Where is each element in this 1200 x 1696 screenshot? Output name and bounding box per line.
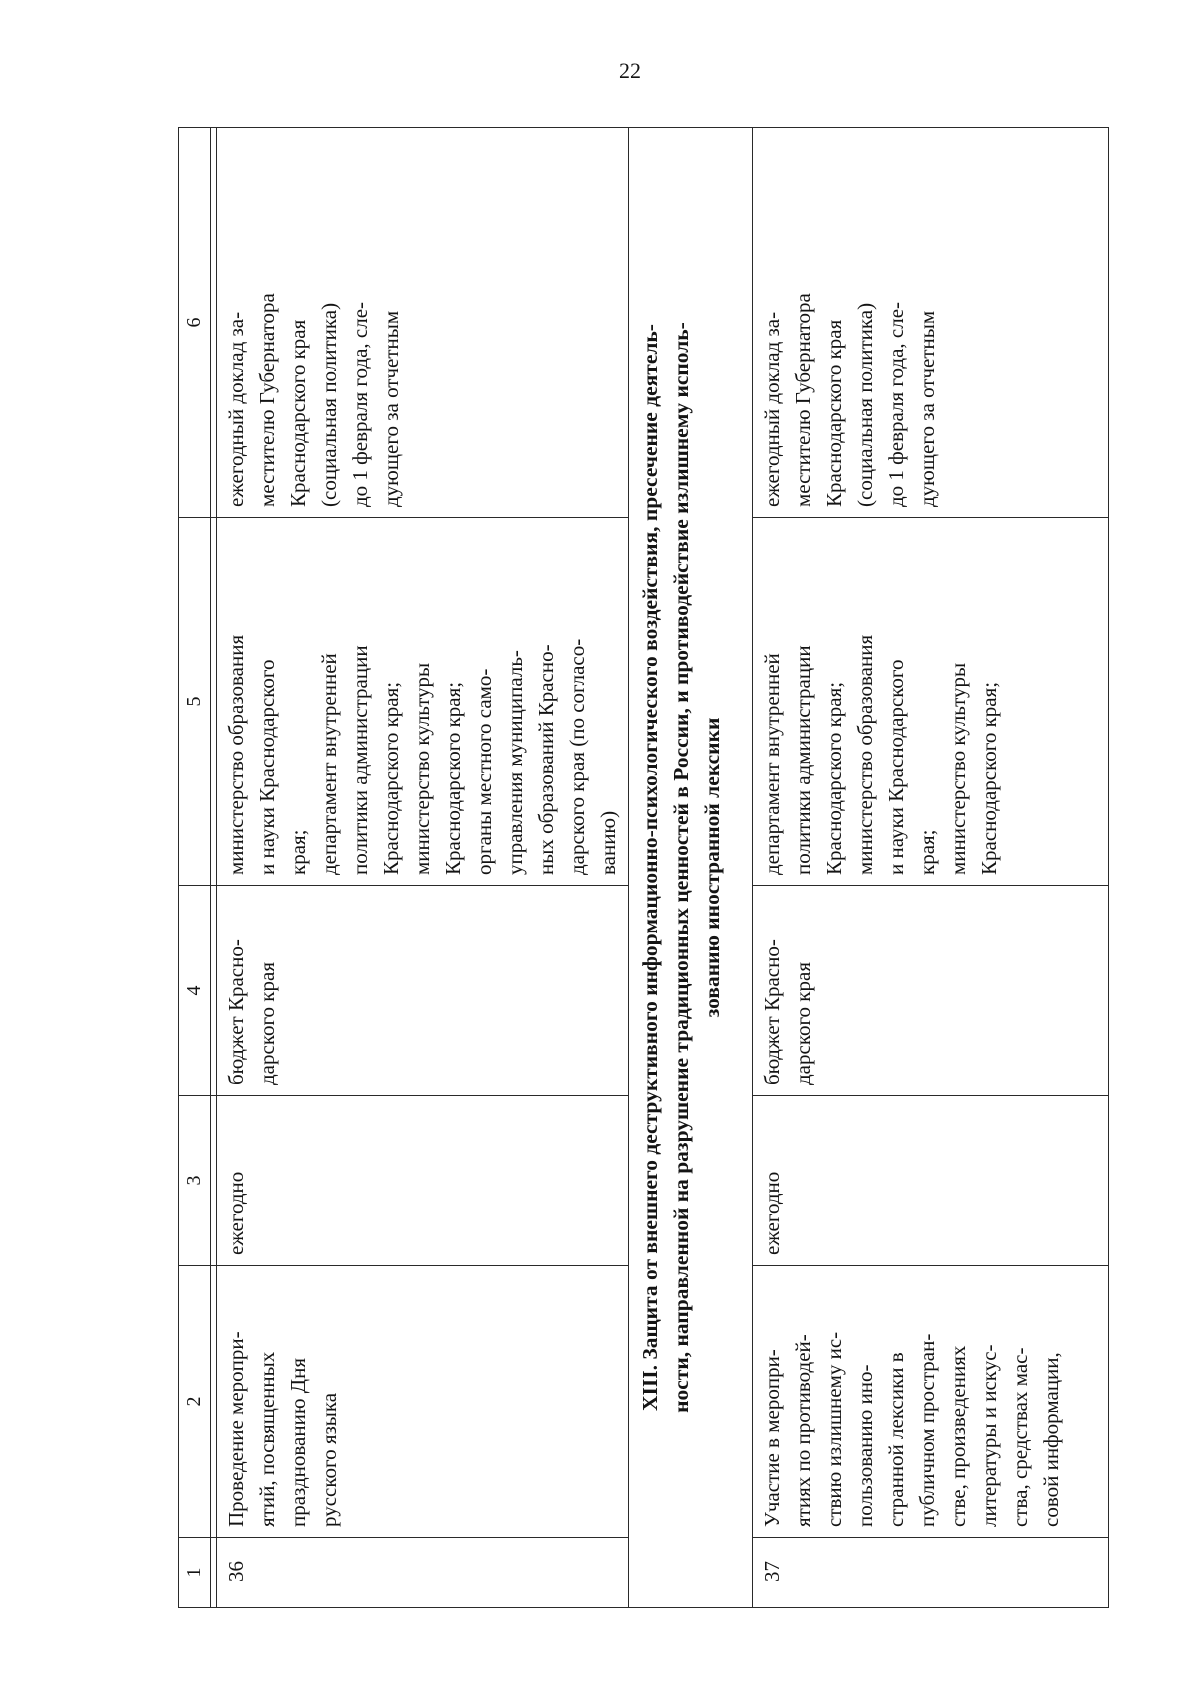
column-number-header-row [179,128,211,1608]
column-header-4: 4 [179,886,211,1096]
report-cell: ежегодный доклад за- местителю Губернатора Краснодарского края (социальная политика) до 1 февраля года, сле- дующего за отчетным [753,128,1109,518]
section-header-row [629,128,753,1608]
executors-cell: департамент внутренней политики администрации Краснодарского края; министерство образования и науки Краснодарского края; министерство культуры Краснодарского края; [753,518,1109,886]
report-cell: ежегодный доклад за- местителю Губернатора Краснодарского края (социальная политика) до 1 февраля года, сле- дующего за отчетным [217,128,629,518]
term-cell: ежегодно [217,1096,629,1266]
table-row-36 [217,128,629,1608]
funding-source-cell: бюджет Красно- дарского края [753,886,1109,1096]
action-plan-table [178,127,1109,1608]
funding-source-cell: бюджет Красно- дарского края [217,886,629,1096]
column-header-1: 1 [179,1538,211,1608]
term-cell: ежегодно [753,1096,1109,1266]
event-name-cell: Участие в меропри- ятиях по противодей- ствию излишнему ис- пользованию ино- странной лексики в публичном простран- стве, произведениях литературы и искус- ства, средствах мас- совой информации, [753,1266,1109,1538]
column-header-2: 2 [179,1266,211,1538]
column-header-5: 5 [179,518,211,886]
row-number: 37 [753,1538,1109,1608]
landscape-table-sheet [178,128,1200,1608]
event-name-cell: Проведение меропри- ятий, посвященных празднованию Дня русского языка [217,1266,629,1538]
column-header-6: 6 [179,128,211,518]
executors-cell: министерство образования и науки Краснодарского края; департамент внутренней политики администрации Краснодарского края; министерство культуры Краснодарского края; органы местного само- управления муниципаль- ных образований Красно- дарского края (по согласо- ванию) [217,518,629,886]
table-row-37 [753,128,1109,1608]
section-title: XIII. Защита от внешнего деструктивного информационно-психологического воздействия, пресечение деятель- ности, направленной на разрушение традиционных ценностей в России, и противодействие излишнему исполь- зованию иностранной лексики [629,128,753,1608]
page-number: 22 [619,58,641,83]
column-header-3: 3 [179,1096,211,1266]
row-number: 36 [217,1538,629,1608]
